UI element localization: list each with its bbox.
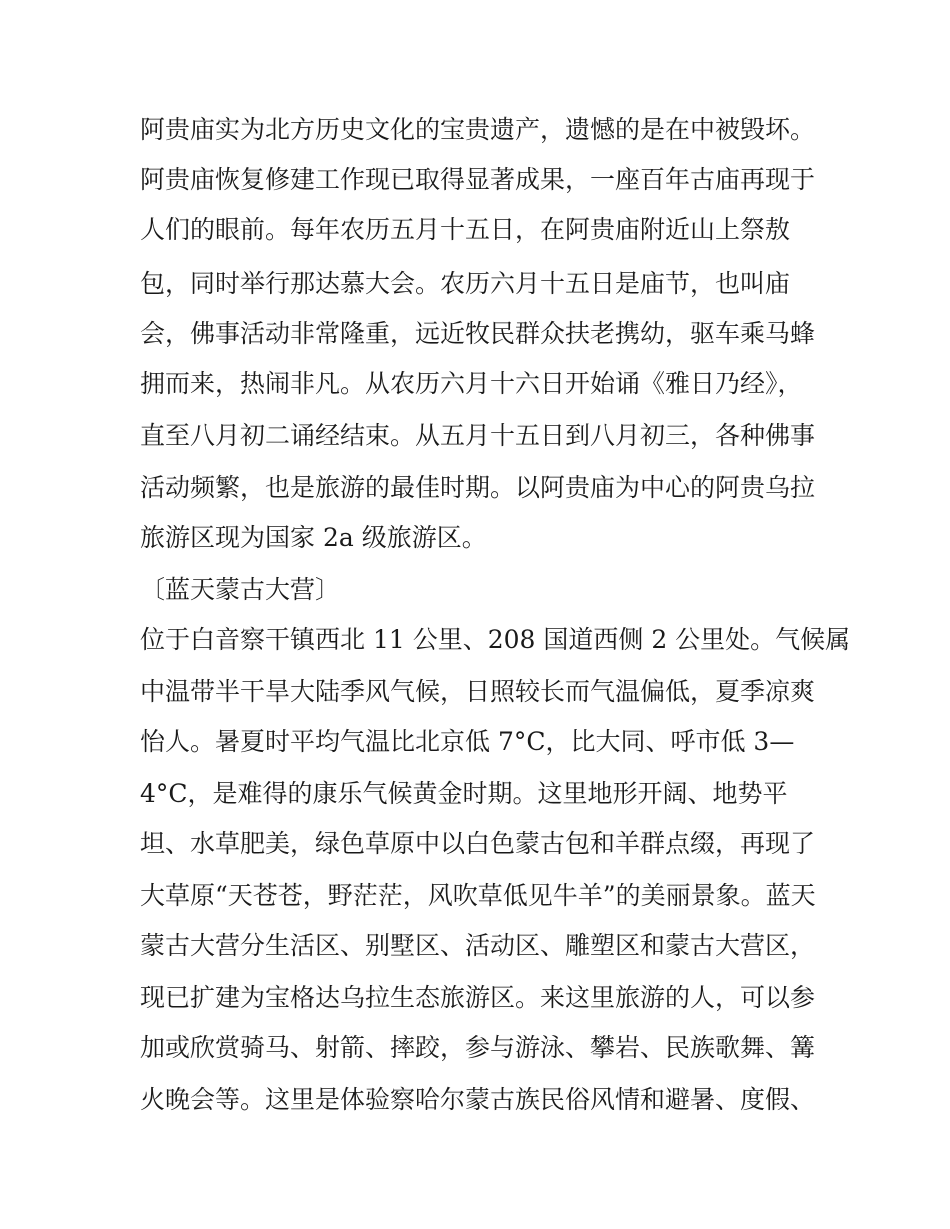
text-line: 4°C，是难得的康乐气候黄金时期。这里地形开阔、地势平 (140, 779, 788, 808)
text-line: 包，同时举行那达慕大会。农历六月十五日是庙节，也叫庙 (140, 269, 791, 298)
text-line: 活动频繁，也是旅游的最佳时期。以阿贵庙为中心的阿贵乌拉 (140, 473, 816, 502)
text-line: 大草原“天苍苍，野茫茫，风吹草低见牛羊”的美丽景象。蓝天 (140, 881, 816, 910)
text-line: 阿贵庙实为北方历史文化的宝贵遗产，遗憾的是在中被毁坏。 (140, 115, 816, 144)
text-line: 直至八月初二诵经结束。从五月十五日到八月初三，各种佛事 (140, 421, 816, 450)
text-line: 位于白音察干镇西北 11 公里、208 国道西侧 2 公里处。气候属 (140, 625, 851, 654)
text-line: 人们的眼前。每年农历五月十五日，在阿贵庙附近山上祭敖 (140, 215, 791, 244)
text-line: 会，佛事活动非常隆重，远近牧民群众扶老携幼，驱车乘马蜂 (140, 319, 816, 348)
text-line: 加或欣赏骑马、射箭、摔跤，参与游泳、攀岩、民族歌舞、篝 (140, 1033, 816, 1062)
text-line: 怡人。暑夏时平均气温比北京低 7°C，比大同、呼市低 3— (140, 727, 795, 756)
text-line: 蒙古大营分生活区、别墅区、活动区、雕塑区和蒙古大营区， (140, 931, 816, 960)
text-line: 阿贵庙恢复修建工作现已取得显著成果，一座百年古庙再现于 (140, 165, 816, 194)
text-line: 坦、水草肥美，绿色草原中以白色蒙古包和羊群点缀，再现了 (140, 829, 816, 858)
text-line: 火晚会等。这里是体验察哈尔蒙古族民俗风情和避暑、度假、 (140, 1085, 816, 1114)
text-line: 中温带半干旱大陆季风气候，日照较长而气温偏低，夏季凉爽 (140, 677, 816, 706)
text-line: 旅游区现为国家 2a 级旅游区。 (140, 523, 487, 552)
text-line: 现已扩建为宝格达乌拉生态旅游区。来这里旅游的人，可以参 (140, 983, 816, 1012)
section-heading: 〔蓝天蒙古大营〕 (140, 575, 341, 604)
text-line: 拥而来，热闹非凡。从农历六月十六日开始诵《雅日乃经》， (140, 369, 803, 398)
